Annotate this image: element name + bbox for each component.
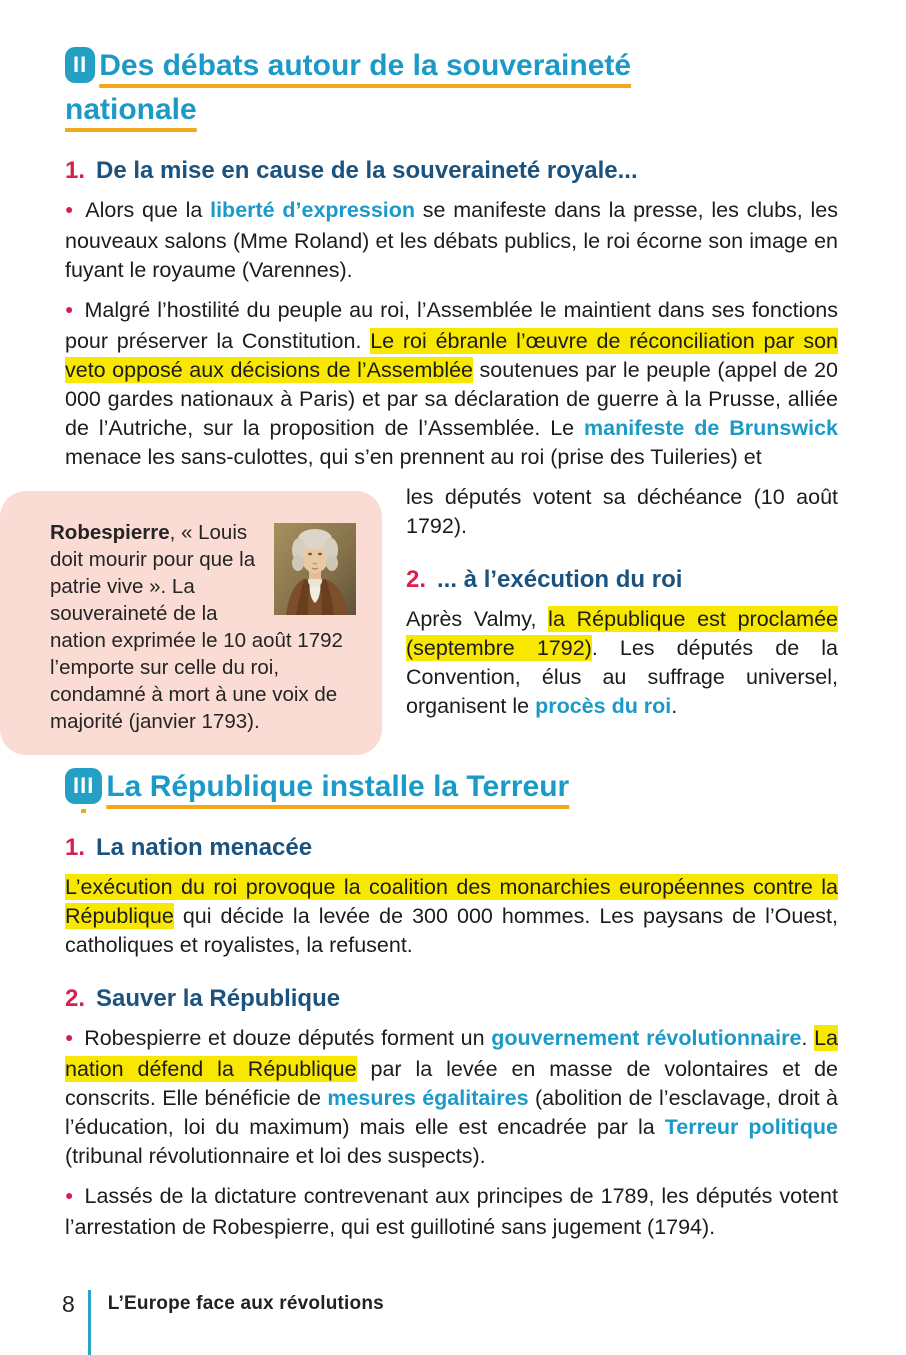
paragraph bbox=[65, 1024, 838, 1171]
subsection-number: 2. bbox=[65, 985, 86, 1012]
paragraph bbox=[65, 1182, 838, 1242]
page-number: 8 bbox=[62, 1291, 75, 1317]
section-number-badge: II bbox=[65, 47, 95, 83]
paragraph bbox=[65, 196, 838, 285]
subsection-heading bbox=[65, 833, 838, 863]
bullet-icon: ● bbox=[65, 1187, 75, 1203]
subsection-title-text: De la mise en cause de la souveraineté royale... bbox=[96, 157, 638, 184]
paragraph bbox=[65, 873, 838, 960]
bullet-icon: ● bbox=[65, 1029, 75, 1045]
section-title-text: Des débats autour de la souveraineté nationale bbox=[65, 49, 632, 126]
paragraph-text: Robespierre et douze députés forment un gouvernement révolutionnaire. La nation défend la République par la levée en masse de volontaires et de conscrits. Elle bénéficie de mesures égalitaires (abolition de l’esclavage, droit à l’éducation, loi du maximum) mais elle est encadrée par la Terreur politique (tribunal révolutionnaire et loi des suspects). bbox=[65, 1026, 839, 1168]
paragraph-text: Après Valmy, la République est proclamée (septembre 1792). Les députés de la Convention, élus au suffrage universel, organisent le procès du roi. bbox=[406, 607, 838, 718]
section-number-badge: III bbox=[65, 768, 102, 804]
page-footer bbox=[62, 1290, 384, 1355]
fact-box-robespierre bbox=[0, 491, 382, 755]
subsection-title-text: Sauver la République bbox=[96, 985, 341, 1012]
paragraph-text: Lassés de la dictature contrevenant aux principes de 1789, les députés votent l’arrestation de Robespierre, qui est guillotiné sans jugement (1794). bbox=[65, 1184, 838, 1239]
subsection-number: 1. bbox=[65, 834, 86, 861]
subsection-title-text: La nation menacée bbox=[96, 834, 313, 861]
robespierre-portrait bbox=[274, 523, 356, 615]
paragraph bbox=[65, 296, 838, 472]
fact-box-text: Robespierre, « Louis doit mourir pour que la patrie vive ». La souveraineté de la nation exprimée le 10 août 1792 l’emporte sur celle du roi, condamné à mort à une voix de majorité (janvier 1793). bbox=[50, 521, 343, 733]
bullet-icon: ● bbox=[65, 201, 76, 217]
subsection-number: 2. bbox=[406, 566, 427, 593]
section-title-text: La République installe la Terreur bbox=[106, 770, 570, 803]
paragraph-text: L’exécution du roi provoque la coalition des monarchies européennes contre la République qui décide la levée de 300 000 hommes. Les paysans de l’Ouest, catholiques et royalistes, la refusent. bbox=[65, 875, 838, 957]
section-terreur bbox=[65, 765, 838, 1242]
paragraph-text: Malgré l’hostilité du peuple au roi, l’Assemblée le maintient dans ses fonctions pour préserver la Constitution. Le roi ébranle l’œuvre de réconciliation par son veto opposé aux décisions de l’Assemblée soutenues par le peuple (appel de 20 000 gardes nationaux à Paris) et par sa déclaration de guerre à la Prusse, alliée de l’Autriche, sur la proposition de l’Assemblée. Le manifeste de Brunswick menace les sans-culottes, qui s’en prennent au roi (prise des Tuileries) et bbox=[65, 298, 839, 469]
section-title bbox=[65, 44, 765, 132]
paragraph-text: Alors que la liberté d’expression se manifeste dans la presse, les clubs, les nouveaux salons (Mme Roland) et les débats publics, le roi écorne son image en fuyant le royaume (Varennes). bbox=[65, 198, 838, 282]
subsection-heading bbox=[65, 984, 838, 1014]
section-title bbox=[65, 765, 765, 809]
bullet-icon: ● bbox=[65, 301, 75, 317]
subsection-heading bbox=[65, 156, 838, 186]
subsection-number: 1. bbox=[65, 157, 86, 184]
footer-divider bbox=[88, 1290, 91, 1355]
subsection-title-text: ... à l’exécution du roi bbox=[437, 566, 683, 593]
chapter-title: L’Europe face aux révolutions bbox=[107, 1293, 384, 1314]
section-souverainete bbox=[50, 44, 839, 733]
paragraph-text: les députés votent sa déchéance (10 août 1792). bbox=[406, 485, 838, 538]
